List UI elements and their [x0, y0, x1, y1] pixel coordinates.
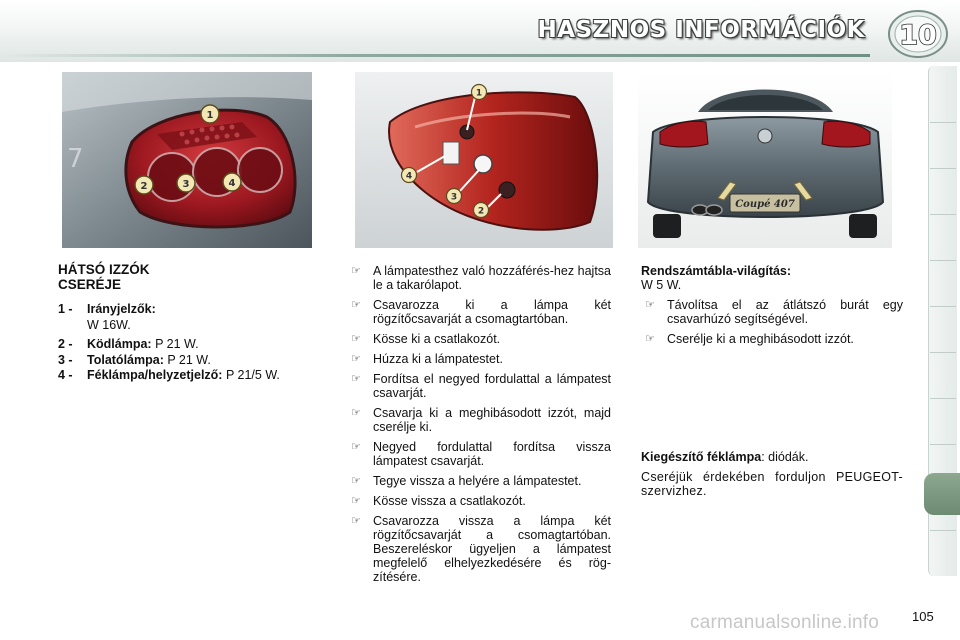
callout-4: 4: [228, 178, 236, 189]
step-item: [347, 406, 611, 434]
callout-2: 2: [140, 181, 148, 192]
bulb-item: [58, 337, 328, 353]
lamp-callout-4: 4: [405, 171, 413, 182]
section-title-line: CSERÉJE: [58, 277, 122, 292]
step-text: Csavarozza vissza a lámpa két rögzítőcsavarját a csomagtartóban. Beszereléskor ügyeljen a lámpatest megfelelő elhelyezkedésére és rög-zítésére.: [373, 514, 611, 584]
pointing-hand-icon: ☞: [351, 474, 361, 487]
step-item: [347, 474, 611, 488]
car-badge-text: Coupé 407: [735, 199, 795, 210]
page-title: HASZNOS INFORMÁCIÓK: [537, 17, 865, 43]
car-rear-photo: [638, 72, 892, 248]
chapter-badge: [882, 6, 952, 62]
step-text: Húzza ki a lámpatestet.: [373, 352, 503, 366]
step-item: [641, 332, 903, 346]
bulb-name: Tolatólámpa:: [87, 352, 164, 367]
rail-divider: [930, 306, 956, 307]
step-item: [347, 298, 611, 326]
pointing-hand-icon: ☞: [351, 352, 361, 365]
step-item: [641, 298, 903, 326]
rail-divider: [930, 530, 956, 531]
brake-light-title: Kiegészítő féklámpa: [641, 450, 762, 464]
bulb-value: W 16W.: [87, 317, 131, 332]
step-item: [347, 332, 611, 346]
bulb-number: 3 -: [58, 352, 73, 367]
bulb-value: P 21 W.: [163, 352, 211, 367]
step-text: Cserélje ki a meghibásodott izzót.: [667, 332, 854, 346]
bulb-number: 2 -: [58, 337, 73, 351]
bulb-name: Ködlámpa:: [87, 337, 152, 351]
bulb-value: P 21/5 W.: [222, 368, 280, 382]
plate-light-section: [641, 264, 903, 352]
pointing-hand-icon: ☞: [351, 372, 361, 385]
pointing-hand-icon: ☞: [645, 332, 655, 345]
rail-divider: [930, 398, 956, 399]
pointing-hand-icon: ☞: [351, 264, 361, 277]
rail-divider: [930, 122, 956, 123]
bulb-name: Féklámpa/helyzetjelző:: [87, 368, 223, 382]
pointing-hand-icon: ☞: [351, 494, 361, 507]
pointing-hand-icon: ☞: [351, 514, 361, 527]
step-text: Negyed fordulattal fordítsa vissza lámpatest csavarját.: [373, 440, 611, 468]
bulb-value: P 21 W.: [151, 337, 199, 351]
bulb-number: 1 -: [58, 302, 73, 316]
step-text: Csavarja ki a meghibásodott izzót, majd cserélje ki.: [373, 406, 611, 434]
pointing-hand-icon: ☞: [645, 298, 655, 311]
callout-1: 1: [206, 110, 214, 121]
page-number: 105: [912, 609, 934, 624]
lamp-callout-1: 1: [475, 88, 483, 99]
bulb-number: 4 -: [58, 368, 73, 382]
step-text: Csavarozza ki a lámpa két rögzítőcsavarját a csomagtartóban.: [373, 298, 611, 326]
rail-divider: [930, 168, 956, 169]
step-item: [347, 372, 611, 400]
lamp-callout-2: 2: [477, 206, 485, 217]
bulb-item: [58, 368, 328, 384]
step-item: [347, 264, 611, 292]
rail-divider: [930, 214, 956, 215]
pointing-hand-icon: ☞: [351, 332, 361, 345]
step-text: Kösse ki a csatlakozót.: [373, 332, 501, 346]
bulb-name: Irányjelzők:: [87, 302, 156, 316]
extra-brake-light-section: [641, 450, 903, 498]
step-text: Fordítsa el negyed fordulattal a lámpatest csavarját.: [373, 372, 611, 400]
step-item: [347, 352, 611, 366]
watermark: carmanualsonline.info: [690, 612, 880, 633]
rail-divider: [930, 444, 956, 445]
chapter-tab-active[interactable]: [924, 473, 960, 515]
procedure-steps: [347, 264, 611, 590]
rail-divider: [930, 260, 956, 261]
header-divider: [0, 54, 870, 57]
chapter-number: 10: [899, 20, 937, 51]
rail-divider: [930, 352, 956, 353]
section-title: [58, 262, 258, 292]
step-item: [347, 514, 611, 584]
section-title-line: HÁTSÓ IZZÓK: [58, 262, 150, 277]
bulb-list: [58, 302, 328, 384]
step-item: [347, 440, 611, 468]
brake-light-note: Cseréjük érdekében forduljon PEUGEOT-szervizhez.: [641, 470, 903, 498]
bulb-item: [58, 302, 328, 333]
pointing-hand-icon: ☞: [351, 298, 361, 311]
lamp-callout-3: 3: [450, 192, 458, 203]
step-item: [347, 494, 611, 508]
pointing-hand-icon: ☞: [351, 440, 361, 453]
step-text: Kösse vissza a csatlakozót.: [373, 494, 526, 508]
step-text: Távolítsa el az átlátszó burát egy csavarhúzó segítségével.: [667, 298, 903, 326]
lamp-unit-photo: [355, 72, 613, 248]
step-text: Tegye vissza a helyére a lámpatestet.: [373, 474, 582, 488]
callout-3: 3: [182, 179, 190, 190]
bulb-item: [58, 353, 328, 369]
step-text: A lámpatesthez való hozzáférés-hez hajtsa le a takarólapot.: [373, 264, 611, 292]
svg-text:7: 7: [67, 144, 84, 174]
plate-light-title: Rendszámtábla-világítás:: [641, 264, 792, 278]
plate-light-value: W 5 W.: [641, 278, 682, 292]
rear-light-photo: [62, 72, 312, 248]
pointing-hand-icon: ☞: [351, 406, 361, 419]
brake-light-value: : diódák.: [761, 450, 809, 464]
